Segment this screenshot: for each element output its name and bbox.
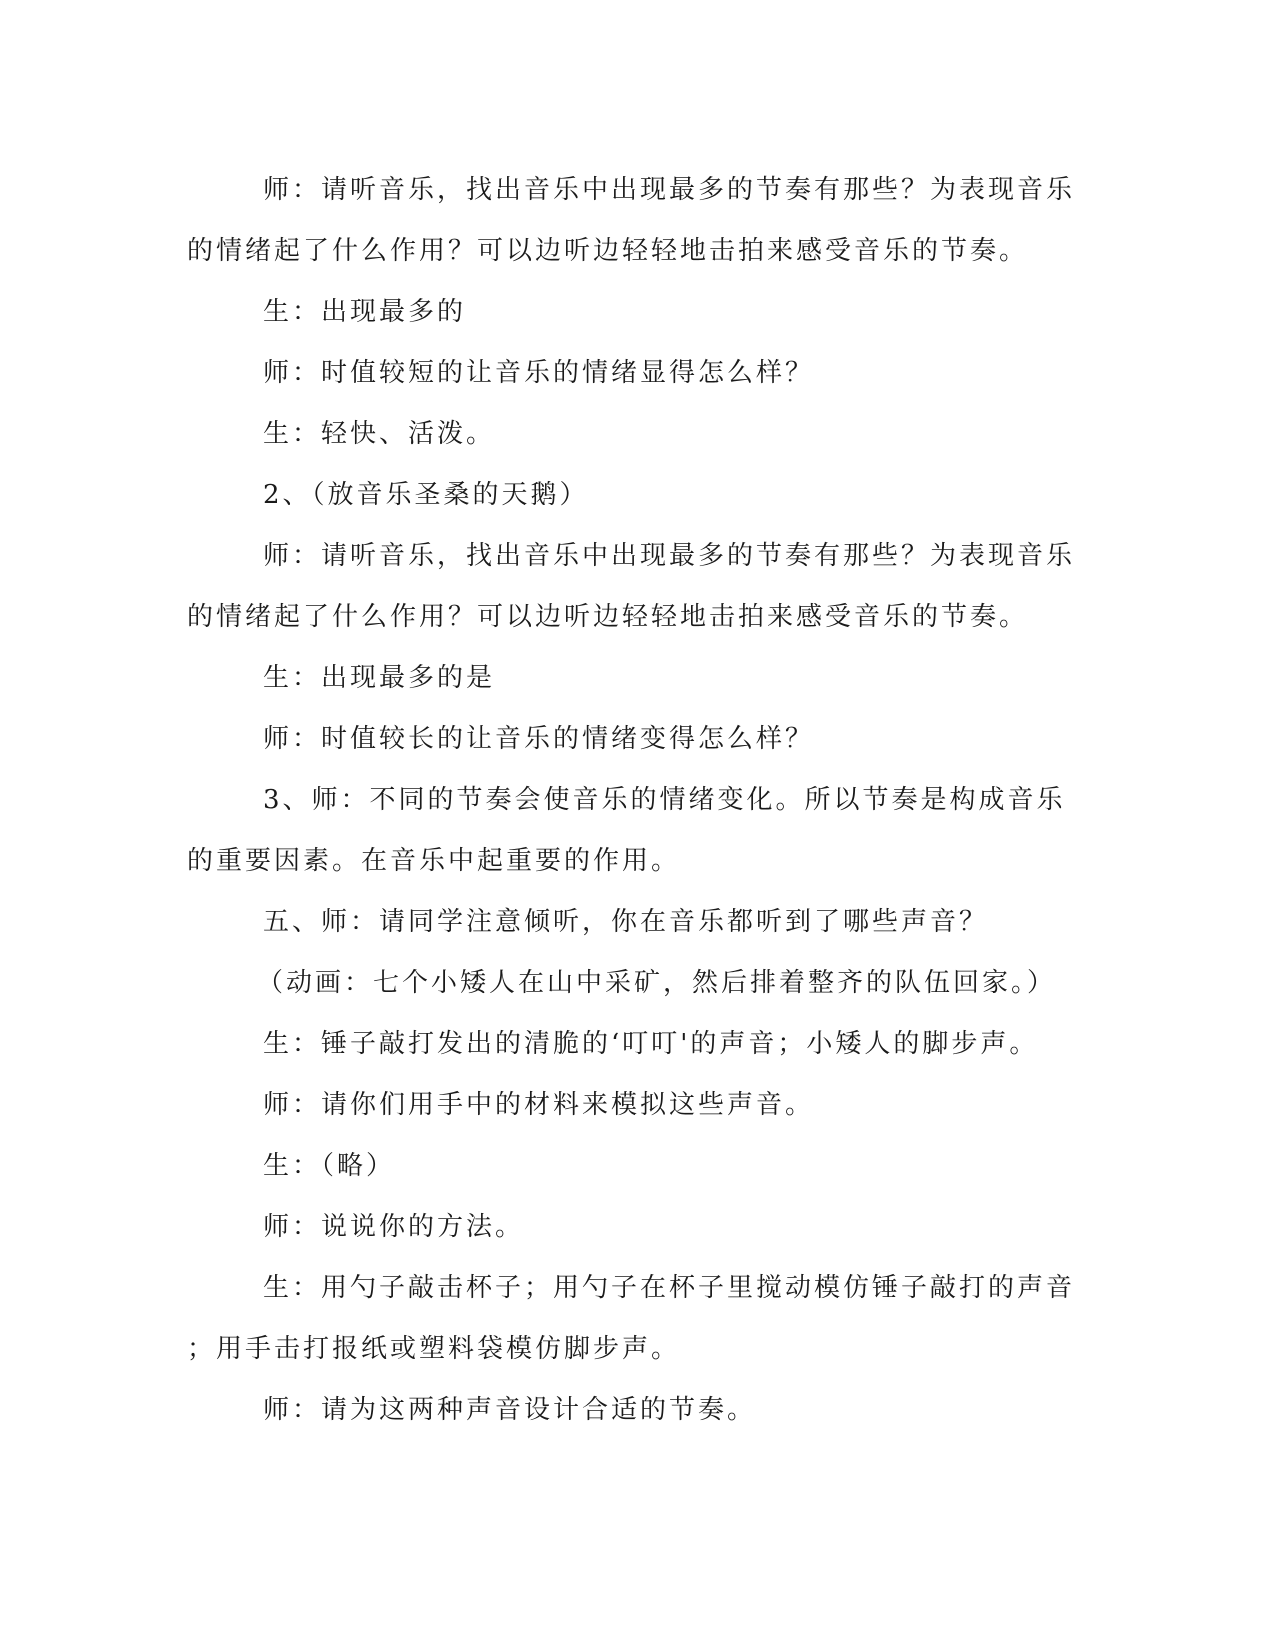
paragraph-line: 生：用勺子敲击杯子；用勺子在杯子里搅动模仿锤子敲打的声音	[263, 1273, 1076, 1303]
paragraph-line: 生：（略）	[263, 1151, 396, 1181]
document-body	[187, 160, 1076, 1441]
paragraph-line: 的情绪起了什么作用？可以边听边轻轻地击拍来感受音乐的节奏。	[187, 602, 1029, 632]
paragraph-line: 的情绪起了什么作用？可以边听边轻轻地击拍来感受音乐的节奏。	[187, 236, 1029, 266]
paragraph-line: 师：请听音乐，找出音乐中出现最多的节奏有那些？为表现音乐	[263, 541, 1076, 571]
paragraph-line: 师：说说你的方法。	[263, 1212, 525, 1242]
paragraph-line: 师：请你们用手中的材料来模拟这些声音。	[263, 1090, 815, 1120]
paragraph-line: 师：时值较短的让音乐的情绪显得怎么样？	[263, 358, 815, 388]
paragraph-line: 生：出现最多的是	[263, 663, 496, 693]
paragraph-line: （动画：七个小矮人在山中采矿，然后排着整齐的队伍回家。）	[257, 968, 1057, 998]
paragraph-line: 师：请听音乐，找出音乐中出现最多的节奏有那些？为表现音乐	[263, 175, 1076, 205]
paragraph-line: ；用手击打报纸或塑料袋模仿脚步声。	[187, 1334, 681, 1364]
paragraph-line: 3、师：不同的节奏会使音乐的情绪变化。所以节奏是构成音乐	[263, 785, 1066, 815]
paragraph-line: 五、师：请同学注意倾听，你在音乐都听到了哪些声音？	[263, 907, 989, 937]
paragraph-line: 生：轻快、活泼。	[263, 419, 496, 449]
paragraph-line: 生：锤子敲打发出的清脆的‘叮叮'的声音；小矮人的脚步声。	[263, 1029, 1039, 1059]
paragraph-line: 师：时值较长的让音乐的情绪变得怎么样？	[263, 724, 815, 754]
paragraph-line: 师：请为这两种声音设计合适的节奏。	[263, 1395, 757, 1425]
paragraph-line: 的重要因素。在音乐中起重要的作用。	[187, 846, 681, 876]
paragraph-line: 生：出现最多的	[263, 297, 467, 327]
paragraph-line: 2、（放音乐圣桑的天鹅）	[263, 480, 589, 510]
